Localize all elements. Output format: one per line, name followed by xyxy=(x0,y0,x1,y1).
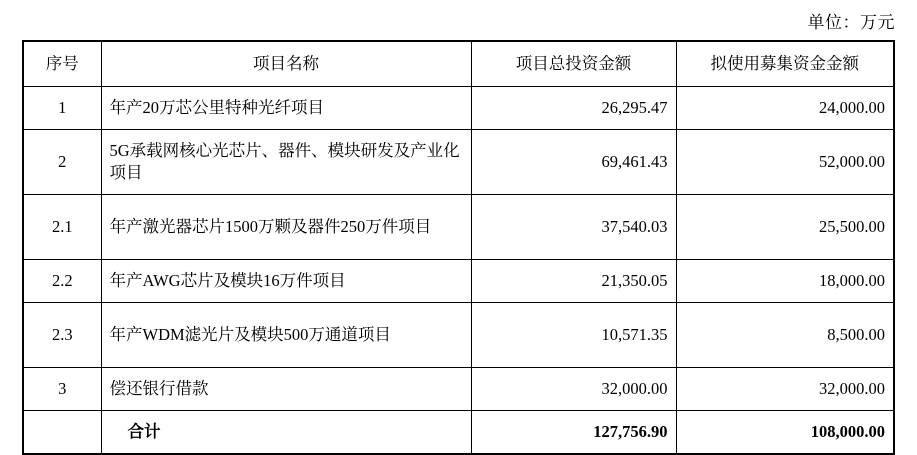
cell-raised-funds: 24,000.00 xyxy=(676,87,894,130)
cell-total-investment: 69,461.43 xyxy=(471,130,676,195)
cell-index xyxy=(23,411,101,455)
cell-project-name: 年产20万芯公里特种光纤项目 xyxy=(101,87,471,130)
cell-index: 2 xyxy=(23,130,101,195)
investment-table-wrapper xyxy=(22,40,895,455)
cell-project-name: 年产AWG芯片及模块16万件项目 xyxy=(101,260,471,303)
cell-total-investment: 10,571.35 xyxy=(471,303,676,368)
cell-raised-funds: 25,500.00 xyxy=(676,195,894,260)
table-header xyxy=(23,41,894,87)
cell-total-label: 合计 xyxy=(101,411,471,455)
cell-index: 2.1 xyxy=(23,195,101,260)
cell-index: 1 xyxy=(23,87,101,130)
cell-project-name: 偿还银行借款 xyxy=(101,368,471,411)
investment-table xyxy=(22,40,895,455)
cell-total-investment: 37,540.03 xyxy=(471,195,676,260)
table-header-row xyxy=(23,41,894,87)
cell-raised-funds: 32,000.00 xyxy=(676,368,894,411)
cell-project-name: 年产激光器芯片1500万颗及器件250万件项目 xyxy=(101,195,471,260)
column-header-raised-funds: 拟使用募集资金金额 xyxy=(676,41,894,87)
table-row xyxy=(23,195,894,260)
table-row xyxy=(23,87,894,130)
cell-total-investment: 32,000.00 xyxy=(471,368,676,411)
cell-raised-funds: 52,000.00 xyxy=(676,130,894,195)
cell-raised-funds: 8,500.00 xyxy=(676,303,894,368)
cell-index: 2.2 xyxy=(23,260,101,303)
cell-project-name: 5G承载网核心光芯片、器件、模块研发及产业化项目 xyxy=(101,130,471,195)
cell-raised-funds-sum: 108,000.00 xyxy=(676,411,894,455)
cell-index: 3 xyxy=(23,368,101,411)
column-header-name: 项目名称 xyxy=(101,41,471,87)
table-row xyxy=(23,260,894,303)
cell-raised-funds: 18,000.00 xyxy=(676,260,894,303)
cell-index: 2.3 xyxy=(23,303,101,368)
cell-total-investment: 26,295.47 xyxy=(471,87,676,130)
table-row xyxy=(23,130,894,195)
cell-project-name: 年产WDM滤光片及模块500万通道项目 xyxy=(101,303,471,368)
cell-total-investment-sum: 127,756.90 xyxy=(471,411,676,455)
column-header-total-investment: 项目总投资金额 xyxy=(471,41,676,87)
table-total-row xyxy=(23,411,894,455)
table-row xyxy=(23,303,894,368)
unit-note: 单位：万元 xyxy=(807,13,895,32)
column-header-index: 序号 xyxy=(23,41,101,87)
table-body xyxy=(23,87,894,455)
table-row xyxy=(23,368,894,411)
cell-total-investment: 21,350.05 xyxy=(471,260,676,303)
